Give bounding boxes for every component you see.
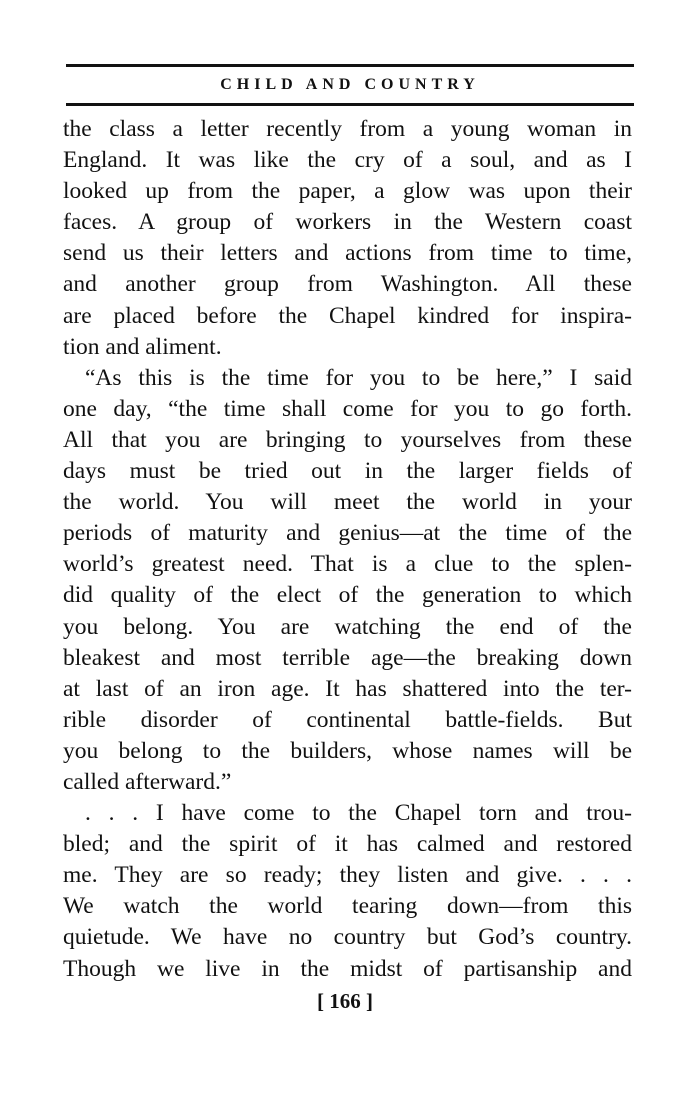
text-line: bleakest and most terrible age—the breaking down xyxy=(63,644,632,671)
text-line: did quality of the elect of the generation to which xyxy=(63,582,632,609)
text-line: We watch the world tearing down—from this xyxy=(63,893,632,920)
top-rule xyxy=(66,64,634,67)
text-line: you belong. You are watching the end of the xyxy=(63,613,632,640)
text-line: called afterward.” xyxy=(63,768,232,795)
text-line: the world. You will meet the world in your xyxy=(63,489,632,516)
paragraph-start-line: . . . I have come to the Chapel torn and trou- xyxy=(85,800,632,827)
text-line: are placed before the Chapel kindred for inspira- xyxy=(63,302,632,329)
text-line: me. They are so ready; they listen and give. . . . xyxy=(63,862,632,889)
text-line: quietude. We have no country but God’s country. xyxy=(63,924,632,951)
text-line: days must be tried out in the larger fields of xyxy=(63,458,632,485)
text-line: faces. A group of workers in the Western coast xyxy=(63,209,632,236)
text-line: All that you are bringing to yourselves from these xyxy=(63,426,632,453)
text-line: tion and aliment. xyxy=(63,333,222,360)
bottom-rule xyxy=(66,103,634,106)
text-line: the class a letter recently from a young woman in xyxy=(63,116,632,142)
text-line: send us their letters and actions from time to time, xyxy=(63,240,632,267)
text-line: looked up from the paper, a glow was upon their xyxy=(63,178,632,205)
paragraph-start-line: “As this is the time for you to be here,” I said xyxy=(85,364,632,391)
text-line: bled; and the spirit of it has calmed and restored xyxy=(63,831,632,858)
text-line: rible disorder of continental battle-fields. But xyxy=(63,706,632,733)
text-line: periods of maturity and genius—at the time of the xyxy=(63,520,632,547)
text-line: one day, “the time shall come for you to go forth. xyxy=(63,395,632,422)
body-text xyxy=(63,114,632,985)
text-line: you belong to the builders, whose names will be xyxy=(63,737,632,764)
text-line: Though we live in the midst of partisanship and xyxy=(63,955,632,982)
running-head: CHILD AND COUNTRY xyxy=(220,76,480,93)
page-number: [ 166 ] xyxy=(317,989,373,1013)
text-line: at last of an iron age. It has shattered into the ter- xyxy=(63,675,632,702)
text-line: England. It was like the cry of a soul, and as I xyxy=(63,147,632,174)
text-line: world’s greatest need. That is a clue to the splen- xyxy=(63,551,632,578)
text-line: and another group from Washington. All these xyxy=(63,271,632,298)
